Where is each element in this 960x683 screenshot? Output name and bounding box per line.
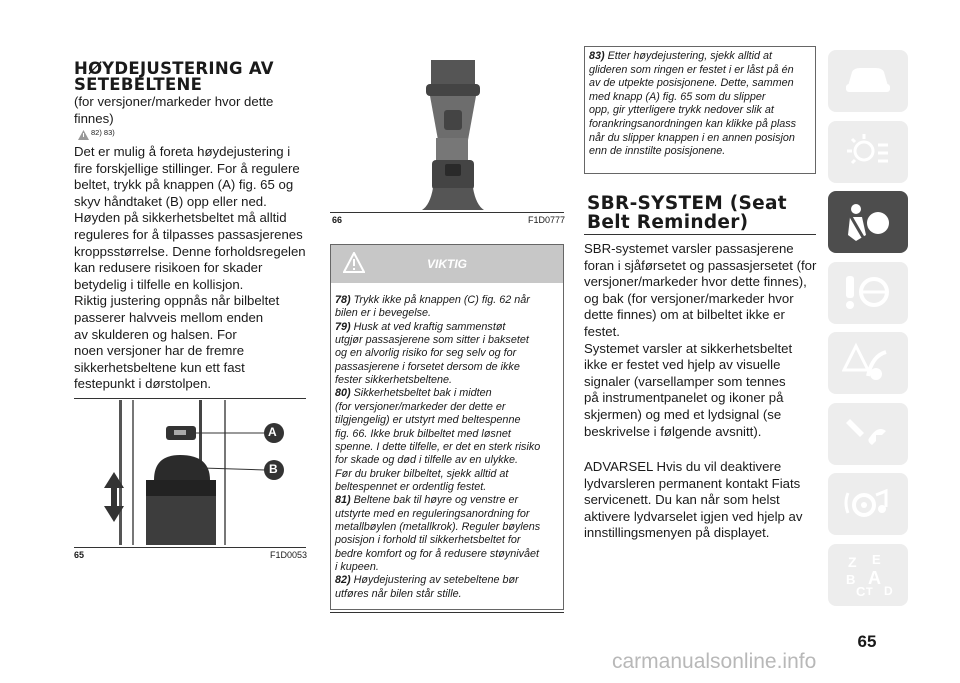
note-line xyxy=(335,374,452,386)
note-line xyxy=(335,468,508,480)
body-line: versjoner/markeder hvor dette finnes), xyxy=(584,274,807,290)
note-text: for skade og død i tilfelle av en ulykke. xyxy=(335,454,519,467)
service-tools-icon xyxy=(842,413,894,457)
body-line: Riktig justering oppnås når bilbeltet xyxy=(74,293,280,309)
column2-bottom-rule xyxy=(330,612,564,613)
note-text: tilgjengelig) er utstyrt med beltespenne xyxy=(335,414,521,427)
note-line xyxy=(335,334,529,346)
body-line: foran i sjåførsetet og passasjersetet (for xyxy=(584,257,817,273)
chapter-tab[interactable] xyxy=(828,473,908,535)
note-line xyxy=(335,428,511,440)
note-line xyxy=(335,441,540,453)
body-line: av skulderen og halsen. For xyxy=(74,326,237,342)
note-line xyxy=(589,118,796,130)
body-line: lydvarsleren permanent kontakt Fiats xyxy=(584,475,801,491)
note-number: 78) xyxy=(335,294,351,306)
callout-b: B xyxy=(269,462,278,476)
body-line: servicenett. Du kan når som helst xyxy=(584,492,780,508)
divider xyxy=(74,398,306,399)
note-text: utgjør passasjerene som sitter i baksetet xyxy=(335,334,529,347)
body-line: ikke er festet ved hjelp av visuelle xyxy=(584,357,781,373)
body-line: Systemet varsler at sikkerhetsbeltet xyxy=(584,340,793,356)
note-text: spenne. I dette tilfelle, er det en sterk risiko xyxy=(335,440,541,453)
note-text: forankringsanordningen kan klikke på plass xyxy=(589,118,797,130)
note-line xyxy=(335,534,520,546)
media-settings-icon xyxy=(842,483,894,527)
note-text: utføres når bilen står stille. xyxy=(335,587,462,600)
index-letter: D xyxy=(884,583,893,598)
body-line: kroppsstørrelse. Denne forholdsregelen xyxy=(74,243,306,259)
note-line xyxy=(589,50,772,62)
lights-icon xyxy=(842,131,894,175)
figure-66-rule xyxy=(330,212,564,213)
note-text: metallbøylen (metallkrok). Reguler bøylens xyxy=(335,520,541,533)
note-text: passasjerene i forsetet dersom de ikke xyxy=(335,360,520,373)
note-line xyxy=(589,132,795,144)
body-line: beltet, trykk på knappen (A) fig. 65 og xyxy=(74,177,294,193)
body-line: på instrumentpanelet og ikoner på xyxy=(584,390,784,406)
chapter-tab[interactable] xyxy=(828,403,908,465)
figure-65-number: 65 xyxy=(74,550,85,560)
note-line xyxy=(335,521,540,533)
body-line: aktivere lydvarselet igjen ved hjelp av xyxy=(584,508,803,524)
note-text: Etter høydejustering, sjekk alltid at xyxy=(607,50,773,62)
note-text: i kupeen. xyxy=(335,561,379,573)
note-line xyxy=(589,145,725,157)
note-text: av de utpekte posisjonene. Dette, sammen xyxy=(589,77,794,90)
figure-66-code: F1D0777 xyxy=(528,215,566,225)
note-text: Høydejustering av setebeltene bør xyxy=(353,574,519,587)
watermark: carmanualsonline.info xyxy=(612,650,817,673)
figure-65-code: F1D0053 xyxy=(270,550,308,560)
index-letter: A xyxy=(868,567,881,588)
note-text: med knapp (A) fig. 65 som du slipper xyxy=(589,90,766,103)
note-line xyxy=(335,481,486,493)
body-line: sikkerhetsbeltene kun ett fast xyxy=(74,359,245,375)
note-line xyxy=(335,548,539,560)
figure-65-rule xyxy=(74,547,306,548)
chapter-tab[interactable] xyxy=(828,191,908,253)
note-text: utstyrte med en reguleringsanordning for xyxy=(335,507,530,520)
note-line xyxy=(335,561,379,573)
note-line xyxy=(589,91,765,103)
note-line xyxy=(589,64,794,76)
body-line: SBR-systemet varsler passasjerene xyxy=(584,241,794,256)
note-number: 83) xyxy=(589,50,605,62)
section-title-line1: HØYDEJUSTERING AV xyxy=(74,59,274,78)
note-text: og en alvorlig risiko for seg selv og for xyxy=(335,347,517,360)
note-line xyxy=(335,454,518,466)
body-line: festepunkt i dørstolpen. xyxy=(74,376,212,392)
body-line: beskrivelse i følgende avsnitt). xyxy=(584,423,762,439)
chapter-tab[interactable] xyxy=(828,332,908,394)
index-letter: E xyxy=(872,551,881,567)
seatbelt-airbag-icon xyxy=(842,201,894,245)
note-83-box xyxy=(584,46,816,174)
sbr-title-rule xyxy=(584,234,816,235)
body-line: signaler (varsellamper som tennes xyxy=(584,373,786,389)
callout-a: A xyxy=(268,425,277,439)
note-number: 80) xyxy=(335,387,351,400)
warning-header xyxy=(331,245,563,283)
index-letter: T xyxy=(866,585,873,598)
note-text: Trykk ikke på knappen (C) fig. 62 når xyxy=(353,294,530,306)
body-line: Høyden på sikkerhetsbeltet må alltid xyxy=(74,210,287,226)
warning-road-icon xyxy=(842,342,894,386)
note-line xyxy=(335,494,518,506)
steering-key-icon xyxy=(842,272,894,316)
note-text: glideren som ringen er festet i er låst på én xyxy=(589,63,794,76)
body-line: festet. xyxy=(584,324,620,339)
note-number: 81) xyxy=(335,494,351,507)
note-line xyxy=(335,361,520,373)
sbr-title-line1: SBR-SYSTEM (Seat xyxy=(587,193,787,214)
body-line: dette finnes) om at bilbeltet ikke er xyxy=(584,307,785,323)
note-text: når du slipper knappen i en annen posisjon xyxy=(589,131,795,144)
page-number: 65 xyxy=(857,632,877,651)
body-line: noen versjoner har de fremre xyxy=(74,343,245,359)
chapter-tab[interactable] xyxy=(828,121,908,183)
note-text: fester sikkerhetsbeltene. xyxy=(335,374,453,387)
warning-refs: 82) 83) xyxy=(91,128,115,137)
note-text: Sikkerhetsbeltet bak i midten xyxy=(353,387,492,400)
note-line xyxy=(335,347,516,359)
note-line xyxy=(335,414,520,426)
note-line xyxy=(335,508,529,520)
body-line: kan redusere risikoen for skader xyxy=(74,260,263,276)
index-letter: Z xyxy=(848,553,857,570)
note-text: bilen er i bevegelse. xyxy=(335,307,432,320)
note-text: fig. 66. Ikke bruk bilbeltet med løsnet xyxy=(335,427,511,440)
chapter-tab[interactable] xyxy=(828,544,908,606)
warning-heading: VIKTIG xyxy=(426,257,467,271)
index-letter: B xyxy=(846,571,856,587)
index-letters-icon xyxy=(842,551,894,599)
note-text: Før du bruker bilbeltet, sjekk alltid at xyxy=(335,467,509,480)
body-line: passerer halvveis mellom enden xyxy=(74,310,264,325)
body-line: reguleres for å tilpasses passasjerenes xyxy=(74,227,303,242)
body-line: og bak (for versjoner/markeder hvor xyxy=(584,290,794,306)
body-line: ADVARSEL Hvis du vil deaktivere xyxy=(584,459,782,474)
note-text: (for versjoner/markeder der dette er xyxy=(335,400,506,413)
chapter-tab[interactable] xyxy=(828,50,908,112)
sbr-title-line2: Belt Reminder) xyxy=(587,212,749,233)
note-line xyxy=(335,401,505,413)
note-text: enn de innstilte posisjonene. xyxy=(589,145,726,158)
note-text: posisjon i forhold til sikkerhetsbeltet for xyxy=(335,534,521,547)
section-title-line2: SETEBELTENE xyxy=(74,75,203,94)
subtitle-line2: finnes) xyxy=(74,111,114,126)
note-line xyxy=(335,387,492,399)
car-dashboard-icon xyxy=(842,60,894,104)
body-line: innstillingsmenyen på displayet. xyxy=(584,525,770,541)
note-text: beltespennet er ordentlig festet. xyxy=(335,480,487,493)
note-line xyxy=(335,307,431,319)
figure-66-image xyxy=(330,60,564,210)
index-letter: C xyxy=(856,583,866,599)
note-text: Beltene bak til høyre og venstre er xyxy=(353,494,519,507)
note-number: 79) xyxy=(335,320,351,333)
body-line: betydelig i tilfelle en kollisjon. xyxy=(74,276,244,292)
body-line: Det er mulig å foreta høydejustering i xyxy=(74,144,291,159)
warning-ref-icon xyxy=(78,127,89,137)
note-line xyxy=(589,77,794,89)
note-line xyxy=(589,104,774,116)
figure-65-image xyxy=(74,400,306,545)
note-line xyxy=(335,574,519,586)
figure-66-number: 66 xyxy=(332,215,343,225)
chapter-tab[interactable] xyxy=(828,262,908,324)
note-line xyxy=(335,321,505,333)
note-text: bedre komfort og for å redusere støynivået xyxy=(335,547,540,560)
note-line xyxy=(335,588,462,600)
note-line xyxy=(335,294,530,306)
subtitle-line1: (for versjoner/markeder hvor dette xyxy=(74,94,274,109)
body-line: skyv håndtaket (B) opp eller ned. xyxy=(74,193,267,209)
note-text: Husk at ved kraftig sammenstøt xyxy=(353,320,506,333)
body-line: fire forskjellige stillinger. For å regulere xyxy=(74,160,300,176)
note-number: 82) xyxy=(335,574,351,587)
note-text: opp, gir ytterligere trykk nedover slik at xyxy=(589,104,774,117)
warning-box xyxy=(330,244,564,610)
body-line: skjermen) og med et lydsignal (se xyxy=(584,407,782,422)
